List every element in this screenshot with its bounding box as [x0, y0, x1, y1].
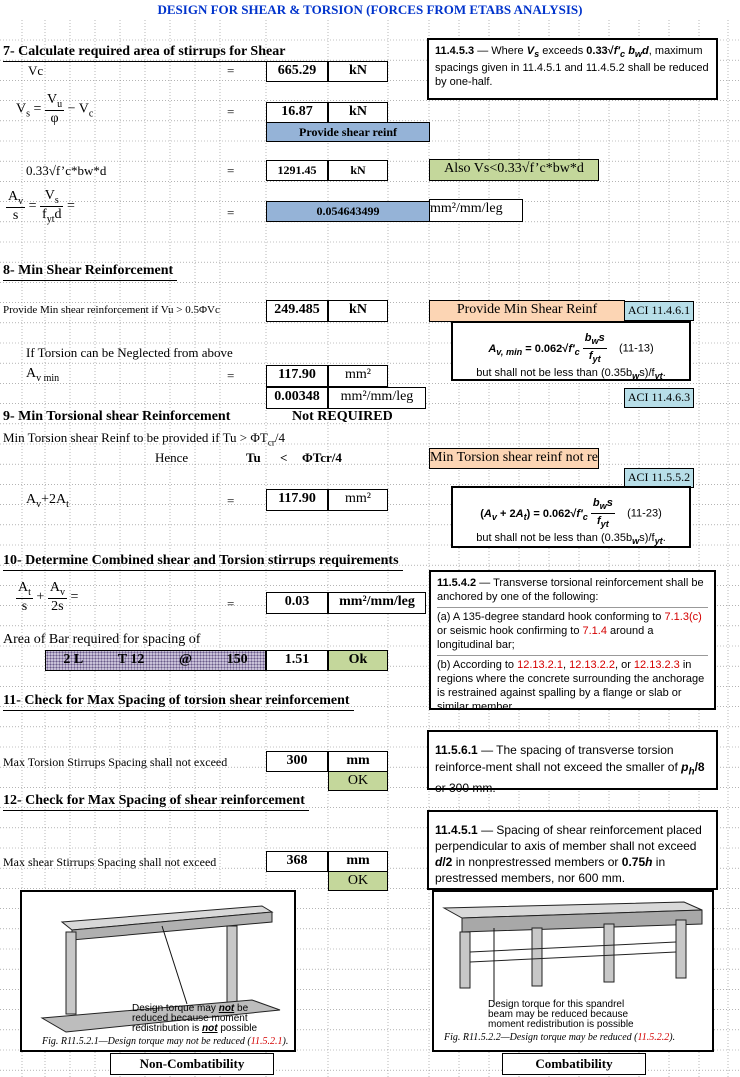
section-11-heading: 11- Check for Max Spacing of torsion shear reinforcement: [3, 692, 354, 711]
av-min-unit: mm²: [328, 365, 388, 387]
vc-unit: kN: [328, 61, 388, 82]
page-title: DESIGN FOR SHEAR & TORSION (FORCES FROM ETABS ANALYSIS): [157, 2, 583, 17]
av-2at-value[interactable]: 117.90: [266, 489, 328, 511]
non-compatibility-figure: [20, 890, 296, 1052]
av-2at-symbol: $A_v+2A_t$: [26, 492, 69, 510]
equals-sign: =: [227, 205, 235, 220]
equals-sign: =: [227, 596, 235, 611]
min-shear-condition: Provide Min shear reinforcement if Vu > 0.5ΦVc: [3, 304, 220, 316]
av-min-value[interactable]: 117.90: [266, 365, 328, 387]
bar-spacing-selector[interactable]: 2 L T 12 @ 150: [45, 650, 266, 671]
av-min-symbol: $A_{v min}$: [26, 366, 60, 384]
equals-sign: =: [227, 104, 235, 119]
av-min-per-mm-unit: mm²/mm/leg: [328, 387, 426, 409]
bar-area-label: Area of Bar required for spacing of: [3, 632, 201, 647]
max-torsion-spacing-unit: mm: [328, 751, 388, 772]
hence-label: Hence: [155, 450, 189, 465]
equals-sign: =: [227, 493, 235, 508]
phi-tcr-label: ΦTcr/4: [302, 450, 342, 465]
equals-sign: =: [227, 63, 235, 78]
combined-unit: mm²/mm/leg: [328, 592, 426, 614]
vc-label: Vc: [28, 63, 44, 78]
torsion-not-required-cell: Min Torsion shear reinf not re: [429, 448, 599, 469]
av-2at-unit: mm²: [328, 489, 388, 511]
eq-11-13-reference: $A_{v, min} = 0.062√f'_c$ $\frac{b_ws}{f_{yt}}$ (11-13) but shall not be less than $(0.35b_ws)/f_{yt}$.: [451, 321, 691, 381]
av-value[interactable]: 0.054643499: [266, 201, 430, 222]
fig2-note: Design torque for this spandrel beam may be reduced because moment redistribution is possible: [488, 999, 634, 1030]
compatibility-figure: [432, 890, 714, 1052]
provide-shear-reinf-cell: Provide shear reinf: [266, 122, 430, 142]
section-12-heading: 12- Check for Max Spacing of shear reinforcement: [3, 792, 309, 811]
torsion-condition: Min Torsion shear Reinf to be provided if $Tu > \Phi T_{cr}/4$: [3, 430, 285, 448]
aci-11-5-5-2-cell: ACI 11.5.5.2: [624, 468, 694, 488]
section-9-status: Not REQUIRED: [292, 409, 393, 424]
limit-label: 0.33√f’c*bw*d: [26, 163, 107, 178]
aci-11-5-4-2-reference: 11.5.4.2 — Transverse torsional reinforcement shall be anchored by one of the following: (a) A 135-degree standard hook conforming to 7.1.3(c) or seismic hook confirming to 7.1.4 around a longitudinal bar; (b) According to 12.13.2.1, 12.13.2.2, or 12.13.2.3 in regions where the concrete surrounding the anchorage is restrained against spalling by a flange or slab or similar member.: [429, 570, 716, 710]
av-unit: mm²/mm/leg: [429, 199, 523, 222]
aci-11-4-6-3-cell: ACI 11.4.6.3: [624, 388, 694, 408]
bar-ratio-value[interactable]: 1.51: [266, 650, 328, 671]
fig1-note: Design torque may not be reduced because moment redistribution is not possible: [132, 1003, 258, 1034]
provide-min-shear-cell: Provide Min Shear Reinf: [429, 300, 625, 322]
vs-unit: kN: [328, 102, 388, 123]
aci-11-4-5-3-reference: 11.4.5.3 — Where $V_s$ exceeds $0.33√f'_c$ $b_wd$, maximum spacings given in 11.4.5.1 and 11.4.5.2 shall be reduced by one-half.: [427, 38, 718, 100]
less-than: <: [280, 450, 288, 465]
eq-11-23-reference: $(A_v + 2A_t) = 0.062√f'_c$ $\frac{b_ws}{f_{yt}}$ (11-23) but shall not be less than $(0.35b_ws)/f_{yt}$.: [451, 486, 691, 548]
max-shear-spacing-label: Max shear Stirrups Spacing shall not exceed: [3, 855, 217, 869]
vu-value[interactable]: 249.485: [266, 300, 328, 322]
max-shear-spacing-unit: mm: [328, 851, 388, 872]
equals-sign: =: [227, 368, 235, 383]
vs-formula: $V_s$ = $\frac{V_u}{\varphi}$ − $V_c$: [16, 92, 94, 126]
vs-value[interactable]: 16.87: [266, 102, 328, 123]
compatibility-label: Combatibility: [502, 1053, 646, 1075]
also-check-cell: Also Vs<0.33√f’c*bw*d: [429, 159, 599, 181]
max-torsion-spacing-label: Max Torsion Stirrups Spacing shall not exceed: [3, 755, 228, 769]
section-7-heading: 7- Calculate required area of stirrups for Shear: [3, 43, 289, 62]
at-av-formula: $\frac{A_t}{s}$ + $\frac{A_v}{2s}$ =: [18, 580, 79, 614]
vu-unit: kN: [328, 300, 388, 322]
section-10-heading: 10- Determine Combined shear and Torsion stirrups requirements: [3, 552, 403, 571]
shear-spacing-ok: OK: [328, 871, 388, 891]
torsion-spacing-ok: OK: [328, 771, 388, 791]
aci-11-4-6-1-cell: ACI 11.4.6.1: [624, 301, 694, 321]
equals-sign: =: [227, 163, 235, 178]
section-9-heading: 9- Min Torsional shear Reinforcement: [3, 409, 231, 424]
fig2-caption: Fig. R11.5.2.2—Design torque may be reduced (11.5.2.2).: [444, 1032, 676, 1043]
bar-ok-cell: Ok: [328, 650, 388, 671]
torsion-neglect-label: If Torsion can be Neglected from above: [26, 345, 233, 360]
aci-11-5-6-1-reference: 11.5.6.1 — The spacing of transverse torsion reinforce-ment shall not exceed the smaller of $p_h/8$ or 300 mm.: [427, 730, 718, 790]
aci-11-4-5-1-reference: 11.4.5.1 — Spacing of shear reinforcement placed perpendicular to axis of member shall not exceed d/2 in nonprestressed members or 0.75h in prestressed members, nor 600 mm.: [427, 810, 718, 890]
tu-label: Tu: [246, 450, 261, 465]
section-8-heading: 8- Min Shear Reinforcement: [3, 262, 177, 281]
av-s-formula: $\frac{A_v}{s}$ = $\frac{V_s}{f_{yt}d}$ =: [8, 188, 75, 225]
limit-unit: kN: [328, 160, 388, 181]
max-torsion-spacing-value[interactable]: 300: [266, 751, 328, 772]
av-min-per-mm-value[interactable]: 0.00348: [266, 387, 328, 409]
non-compatibility-label: Non-Combatibility: [110, 1053, 274, 1075]
vc-value[interactable]: 665.29: [266, 61, 328, 82]
max-shear-spacing-value[interactable]: 368: [266, 851, 328, 872]
fig1-caption: Fig. R11.5.2.1—Design torque may not be reduced (11.5.2.1).: [42, 1036, 289, 1047]
combined-value[interactable]: 0.03: [266, 592, 328, 614]
limit-value[interactable]: 1291.45: [266, 160, 328, 181]
